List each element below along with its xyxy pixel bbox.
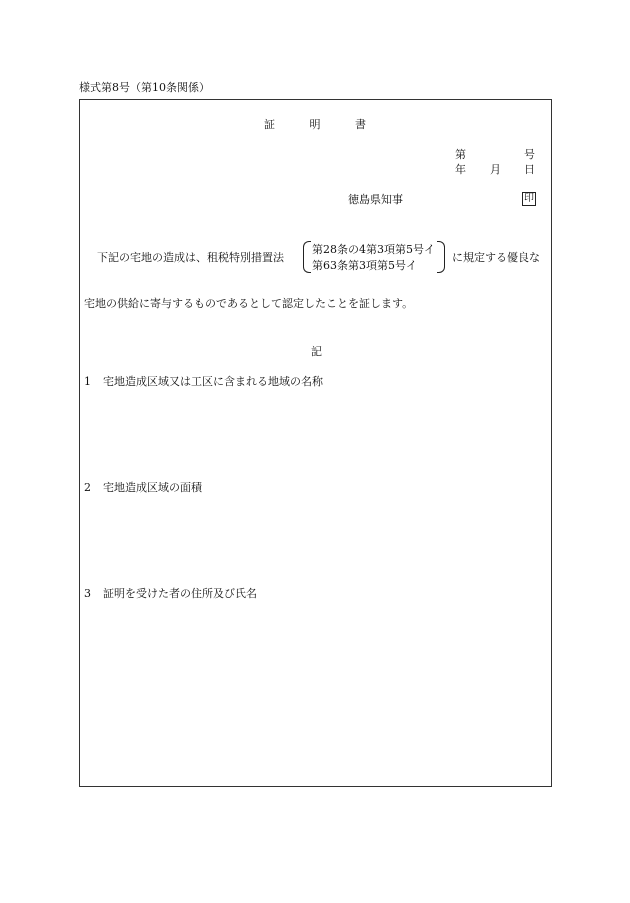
form-label: 様式第8号（第10条関係） xyxy=(79,81,210,94)
law-clause-1: 第28条の4第3項第5号イ xyxy=(312,243,435,256)
date-year: 年 xyxy=(455,163,466,176)
seal-mark: 印 xyxy=(524,193,534,204)
left-brace xyxy=(303,241,311,273)
item-3-number: 3 xyxy=(84,587,91,600)
certificate-frame xyxy=(79,99,552,787)
ki-heading: 記 xyxy=(311,345,322,358)
law-clause-2: 第63条第3項第5号イ xyxy=(312,259,417,272)
document-title xyxy=(264,118,366,131)
statement-lead: 下記の宅地の造成は、租税特別措置法 xyxy=(97,251,284,264)
title-char-1: 証 xyxy=(264,118,275,131)
item-1-number: 1 xyxy=(84,375,91,388)
right-brace xyxy=(437,241,445,273)
item-1-label: 宅地造成区域又は工区に含まれる地域の名称 xyxy=(103,375,323,388)
statement-line-2: 宅地の供給に寄与するものであるとして認定したことを証します。 xyxy=(84,297,414,310)
statement-trail: に規定する優良な xyxy=(452,251,540,264)
item-2-label: 宅地造成区域の面積 xyxy=(103,481,202,494)
date-month: 月 xyxy=(490,163,501,176)
date-day: 日 xyxy=(524,163,535,176)
item-3-label: 証明を受けた者の住所及び氏名 xyxy=(103,587,257,600)
title-char-2: 明 xyxy=(309,118,321,131)
number-suffix: 号 xyxy=(524,148,535,161)
item-2-number: 2 xyxy=(84,481,91,494)
issuer-name: 徳島県知事 xyxy=(348,193,403,206)
number-prefix: 第 xyxy=(455,148,466,161)
title-char-3: 書 xyxy=(355,118,366,131)
